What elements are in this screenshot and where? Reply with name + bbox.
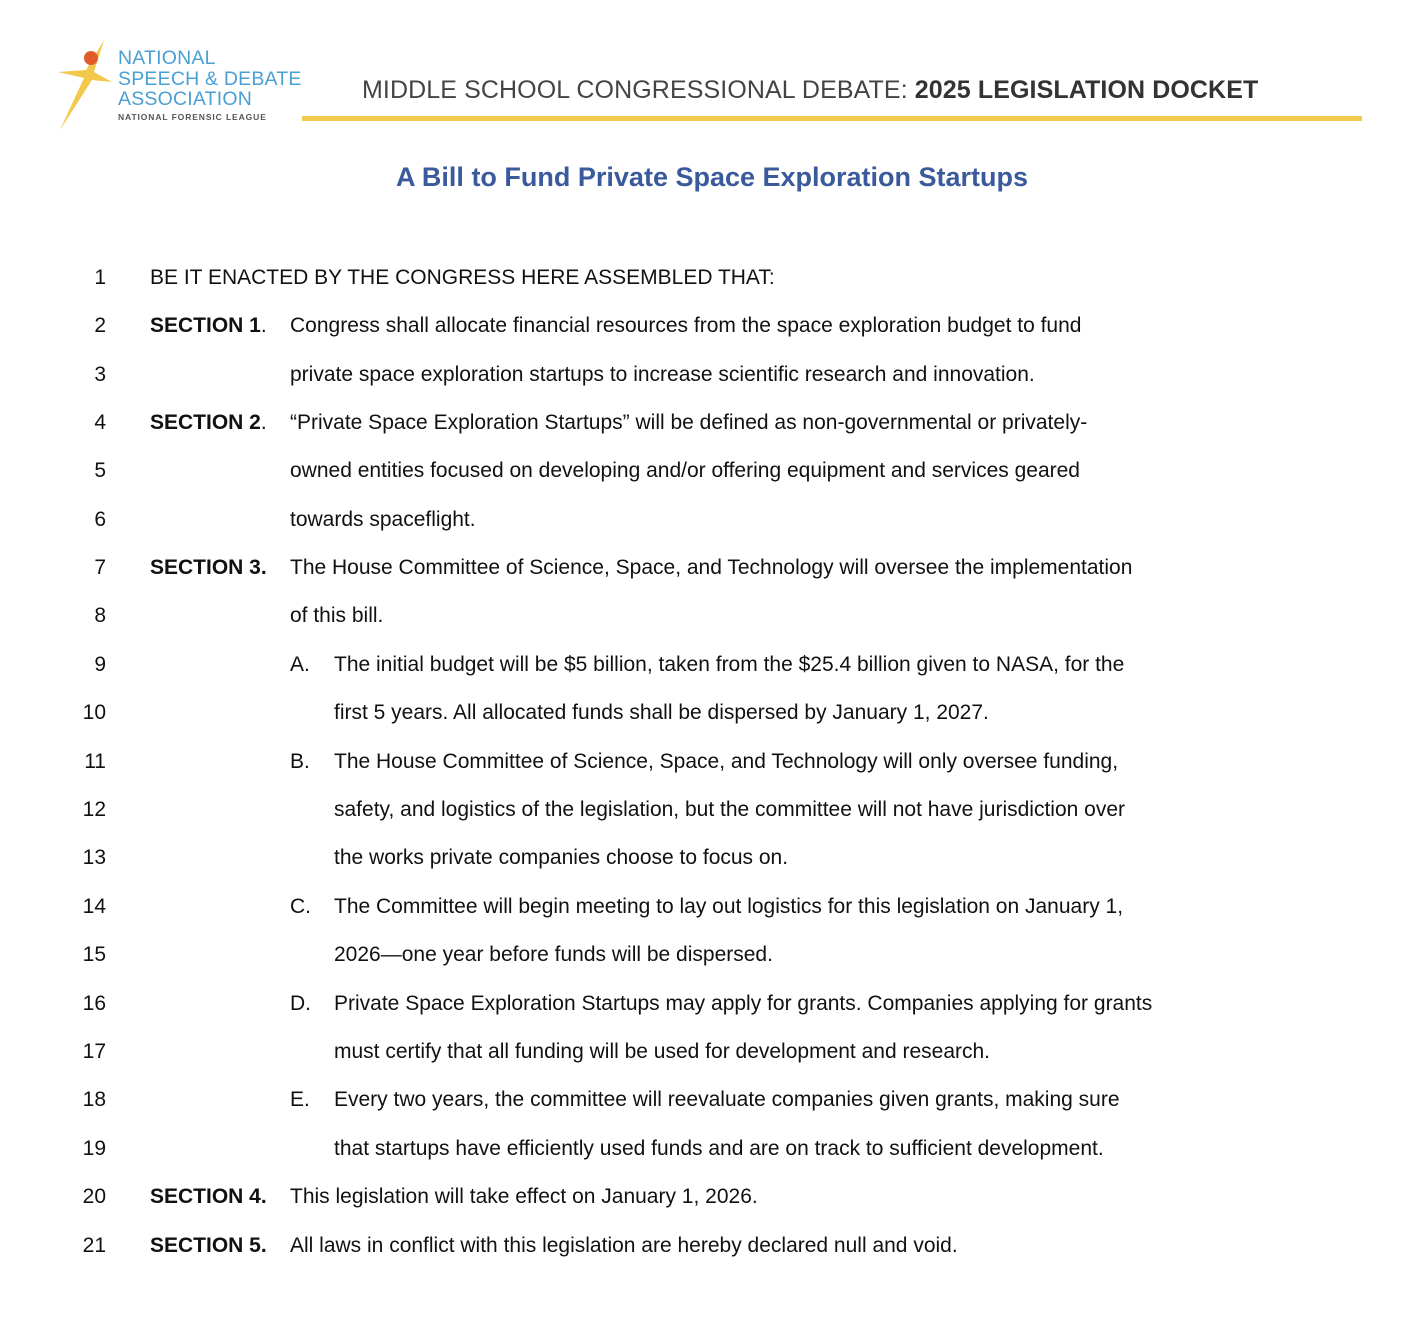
docket-header-prefix: MIDDLE SCHOOL CONGRESSIONAL DEBATE: — [362, 76, 915, 104]
section-1-punct: . — [260, 314, 267, 337]
subsection-c-letter: C. — [290, 895, 311, 918]
docket-header-bold: 2025 LEGISLATION DOCKET — [914, 76, 1259, 104]
section-1-text-line: Congress shall allocate financial resources from the space exploration budget to fund — [290, 314, 1082, 337]
subsection-a-text-line: first 5 years. All allocated funds shall be dispersed by January 1, 2027. — [334, 701, 989, 724]
section-2-label — [150, 411, 267, 435]
section-2-text-line: towards spaceflight. — [290, 508, 476, 531]
line-number: 13 — [82, 846, 106, 869]
star-figure-icon — [56, 36, 116, 132]
line-number: 5 — [94, 459, 106, 482]
section-2-heading: SECTION 2 — [150, 411, 261, 434]
section-1-text-line: private space exploration startups to increase scientific research and innovation. — [290, 363, 1035, 386]
section-3-label — [150, 556, 267, 580]
logo-line-national: NATIONAL — [118, 47, 216, 69]
subsection-e-text-line: Every two years, the committee will reevaluate companies given grants, making sure — [334, 1088, 1120, 1111]
logo-subtitle: NATIONAL FORENSIC LEAGUE — [118, 112, 267, 122]
subsection-b-text-line: safety, and logistics of the legislation, but the committee will not have jurisdiction over — [334, 798, 1126, 821]
line-number: 15 — [82, 943, 106, 966]
logo-line-association: ASSOCIATION — [118, 88, 253, 110]
section-5-heading: SECTION 5. — [150, 1234, 267, 1257]
line-number: 17 — [82, 1040, 106, 1063]
line-number: 12 — [82, 798, 106, 821]
line-number: 19 — [82, 1137, 106, 1160]
line-number: 3 — [94, 363, 106, 386]
section-2-punct: . — [260, 411, 267, 434]
enacting-clause: BE IT ENACTED BY THE CONGRESS HERE ASSEMBLED THAT: — [150, 266, 775, 289]
line-number: 18 — [82, 1088, 106, 1111]
line-number: 21 — [82, 1234, 106, 1257]
line-number: 1 — [94, 266, 106, 289]
line-number: 4 — [94, 411, 106, 434]
line-number: 20 — [82, 1185, 106, 1208]
subsection-e-text-line: that startups have efficiently used funds and are on track to sufficient development. — [334, 1137, 1104, 1160]
line-number: 16 — [82, 992, 106, 1015]
line-number: 11 — [84, 750, 106, 773]
line-number: 6 — [94, 508, 106, 531]
line-number: 9 — [94, 653, 106, 676]
logo-wordmark — [118, 48, 302, 110]
logo-line-speech-debate: SPEECH & DEBATE — [118, 67, 302, 90]
section-3-text-line: of this bill. — [290, 604, 384, 627]
nsda-logo — [56, 36, 306, 136]
docket-header — [362, 76, 1258, 105]
subsection-b-text-line: The House Committee of Science, Space, and Technology will only oversee funding, — [334, 750, 1119, 773]
line-number: 10 — [82, 701, 106, 724]
line-number: 2 — [94, 314, 106, 337]
section-1-label — [150, 314, 267, 338]
section-5-text-line: All laws in conflict with this legislation are hereby declared null and void. — [290, 1234, 958, 1257]
subsection-c-text-line: The Committee will begin meeting to lay out logistics for this legislation on January 1, — [334, 895, 1124, 918]
header-rule — [302, 116, 1362, 121]
bill-title: A Bill to Fund Private Space Exploration Startups — [395, 162, 1029, 192]
section-2-text-line: “Private Space Exploration Startups” will be defined as non-governmental or privately- — [290, 411, 1088, 434]
subsection-d-letter: D. — [290, 992, 311, 1015]
subsection-b-letter: B. — [290, 750, 310, 773]
section-5-label — [150, 1234, 267, 1258]
section-1-heading: SECTION 1 — [150, 314, 261, 337]
section-4-heading: SECTION 4. — [150, 1185, 267, 1208]
section-4-label — [150, 1185, 267, 1209]
section-3-heading: SECTION 3. — [150, 556, 267, 579]
subsection-a-text-line: The initial budget will be $5 billion, taken from the $25.4 billion given to NASA, for the — [334, 653, 1125, 676]
subsection-b-text-line: the works private companies choose to focus on. — [334, 846, 789, 869]
section-2-text-line: owned entities focused on developing and/or offering equipment and services geared — [290, 459, 1080, 482]
subsection-d-text-line: Private Space Exploration Startups may apply for grants. Companies applying for grants — [334, 992, 1153, 1015]
section-4-text-line: This legislation will take effect on January 1, 2026. — [290, 1185, 758, 1208]
subsection-c-text-line: 2026—one year before funds will be dispersed. — [334, 943, 773, 966]
subsection-e-letter: E. — [290, 1088, 310, 1111]
subsection-d-text-line: must certify that all funding will be used for development and research. — [334, 1040, 991, 1063]
line-number: 8 — [94, 604, 106, 627]
subsection-a-letter: A. — [290, 653, 310, 676]
line-number: 7 — [94, 556, 106, 579]
section-3-text-line: The House Committee of Science, Space, and Technology will oversee the implementation — [290, 556, 1133, 579]
line-number: 14 — [82, 895, 106, 918]
